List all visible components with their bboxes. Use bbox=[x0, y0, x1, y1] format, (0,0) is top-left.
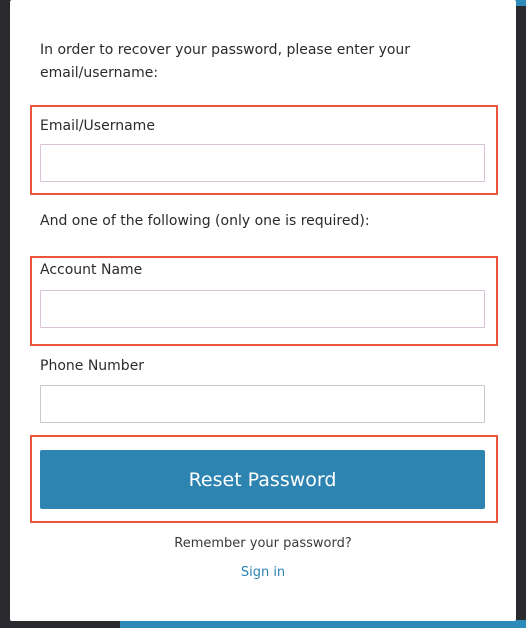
secondary-instruction-text: And one of the following (only one is required): bbox=[40, 213, 370, 229]
reset-password-button[interactable]: Reset Password bbox=[40, 450, 485, 509]
remember-password-text: Remember your password? bbox=[174, 536, 352, 551]
intro-text: In order to recover your password, please enter your email/username: bbox=[40, 42, 411, 81]
account-name-input[interactable] bbox=[40, 290, 485, 328]
phone-number-input[interactable] bbox=[40, 385, 485, 423]
sign-in-link-container bbox=[10, 563, 516, 583]
password-recovery-card bbox=[10, 0, 516, 621]
account-name-label: Account Name bbox=[40, 262, 143, 278]
email-label: Email/Username bbox=[40, 118, 155, 134]
email-input[interactable] bbox=[40, 144, 485, 182]
phone-number-label: Phone Number bbox=[40, 358, 145, 374]
background-accent-bottom bbox=[120, 620, 526, 628]
sign-in-link[interactable]: Sign in bbox=[240, 565, 286, 580]
